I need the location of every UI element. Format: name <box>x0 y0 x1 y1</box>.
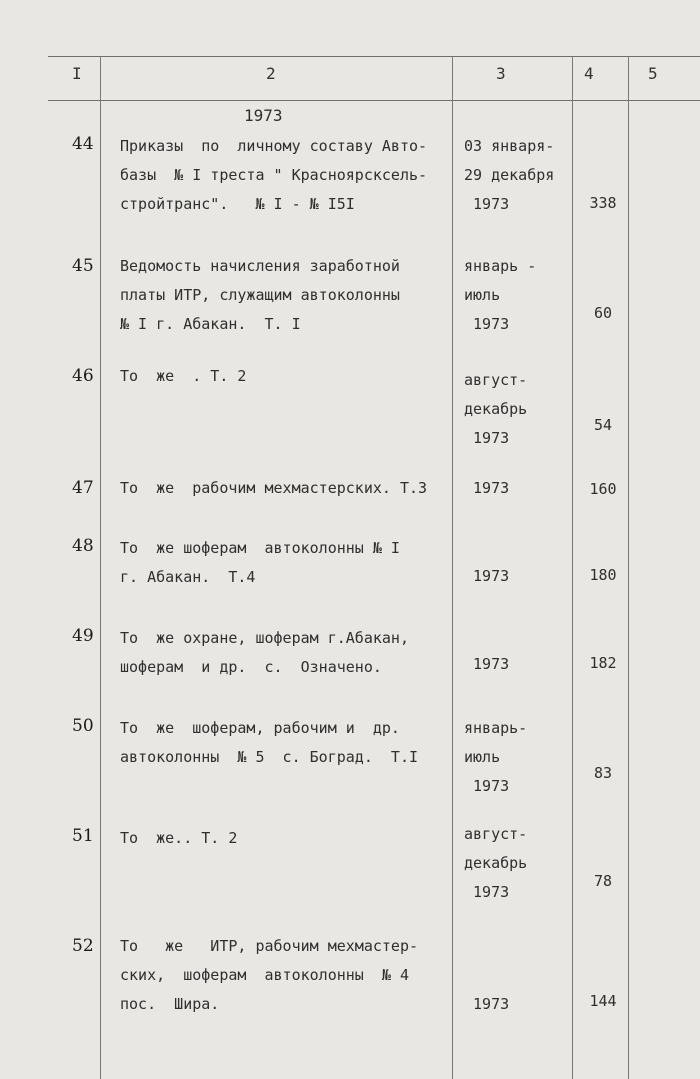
row-dates: 1973 <box>473 995 510 1013</box>
row-sheet-count: 180 <box>589 566 617 584</box>
column-rule-3 <box>572 56 573 1079</box>
column-rule-4 <box>628 56 629 1079</box>
row-description: То же охране, шоферам г.Абакан, шоферам и др. с. Означено. <box>120 629 409 676</box>
row-number: 52 <box>72 936 94 956</box>
row-dates: август- декабрь 1973 <box>464 825 528 901</box>
row-sheet-count: 54 <box>593 416 613 434</box>
row-description: То же шоферам, рабочим и др. автоколонны № 5 с. Боград. Т.I <box>120 719 419 766</box>
row-number: 50 <box>72 716 94 736</box>
row-description: Ведомость начисления заработной платы ИТР, служащим автоколонны № I г. Абакан. Т. I <box>120 257 400 333</box>
row-dates: январь - июль 1973 <box>464 257 537 333</box>
column-header-2: 2 <box>266 64 276 83</box>
row-description: То же рабочим мехмастерских. Т.3 <box>120 479 428 497</box>
row-number: 48 <box>72 536 94 556</box>
row-dates: январь- июль 1973 <box>464 719 528 795</box>
year-heading: 1973 <box>244 106 283 125</box>
row-dates: 1973 <box>464 655 510 673</box>
row-description: То же . Т. 2 <box>120 367 247 385</box>
column-header-1: I <box>72 64 82 83</box>
row-description: Приказы по личному составу Авто- базы № I треста " Красноярсксель- стройтранс". № I - № I5I <box>120 137 428 213</box>
column-rule-1 <box>100 56 101 1079</box>
row-sheet-count: 78 <box>593 872 613 890</box>
row-sheet-count: 160 <box>589 480 617 498</box>
row-dates: 1973 <box>464 479 510 497</box>
header-bottom-rule <box>48 100 700 101</box>
row-number: 45 <box>72 256 94 276</box>
row-number: 47 <box>72 478 94 498</box>
row-dates: 1973 <box>464 567 510 585</box>
row-number: 51 <box>72 826 94 846</box>
row-description: То же ИТР, рабочим мехмастер- ских, шоферам автоколонны № 4 пос. Шира. <box>120 937 419 1013</box>
row-sheet-count: 144 <box>589 992 617 1010</box>
row-description: То же шоферам автоколонны № I г. Абакан. Т.4 <box>120 539 400 586</box>
row-description: То же.. Т. 2 <box>120 829 238 847</box>
column-header-4: 4 <box>584 64 594 83</box>
row-dates: 03 января- 29 декабря 1973 <box>464 137 555 213</box>
row-number: 49 <box>72 626 94 646</box>
row-sheet-count: 338 <box>589 194 617 212</box>
row-sheet-count: 182 <box>589 654 617 672</box>
row-sheet-count: 60 <box>593 304 613 322</box>
row-number: 44 <box>72 134 94 154</box>
row-number: 46 <box>72 366 94 386</box>
row-dates: август- декабрь 1973 <box>464 371 528 447</box>
header-top-rule <box>48 56 700 57</box>
column-header-5: 5 <box>648 64 658 83</box>
column-header-3: 3 <box>496 64 506 83</box>
row-sheet-count: 83 <box>593 764 613 782</box>
